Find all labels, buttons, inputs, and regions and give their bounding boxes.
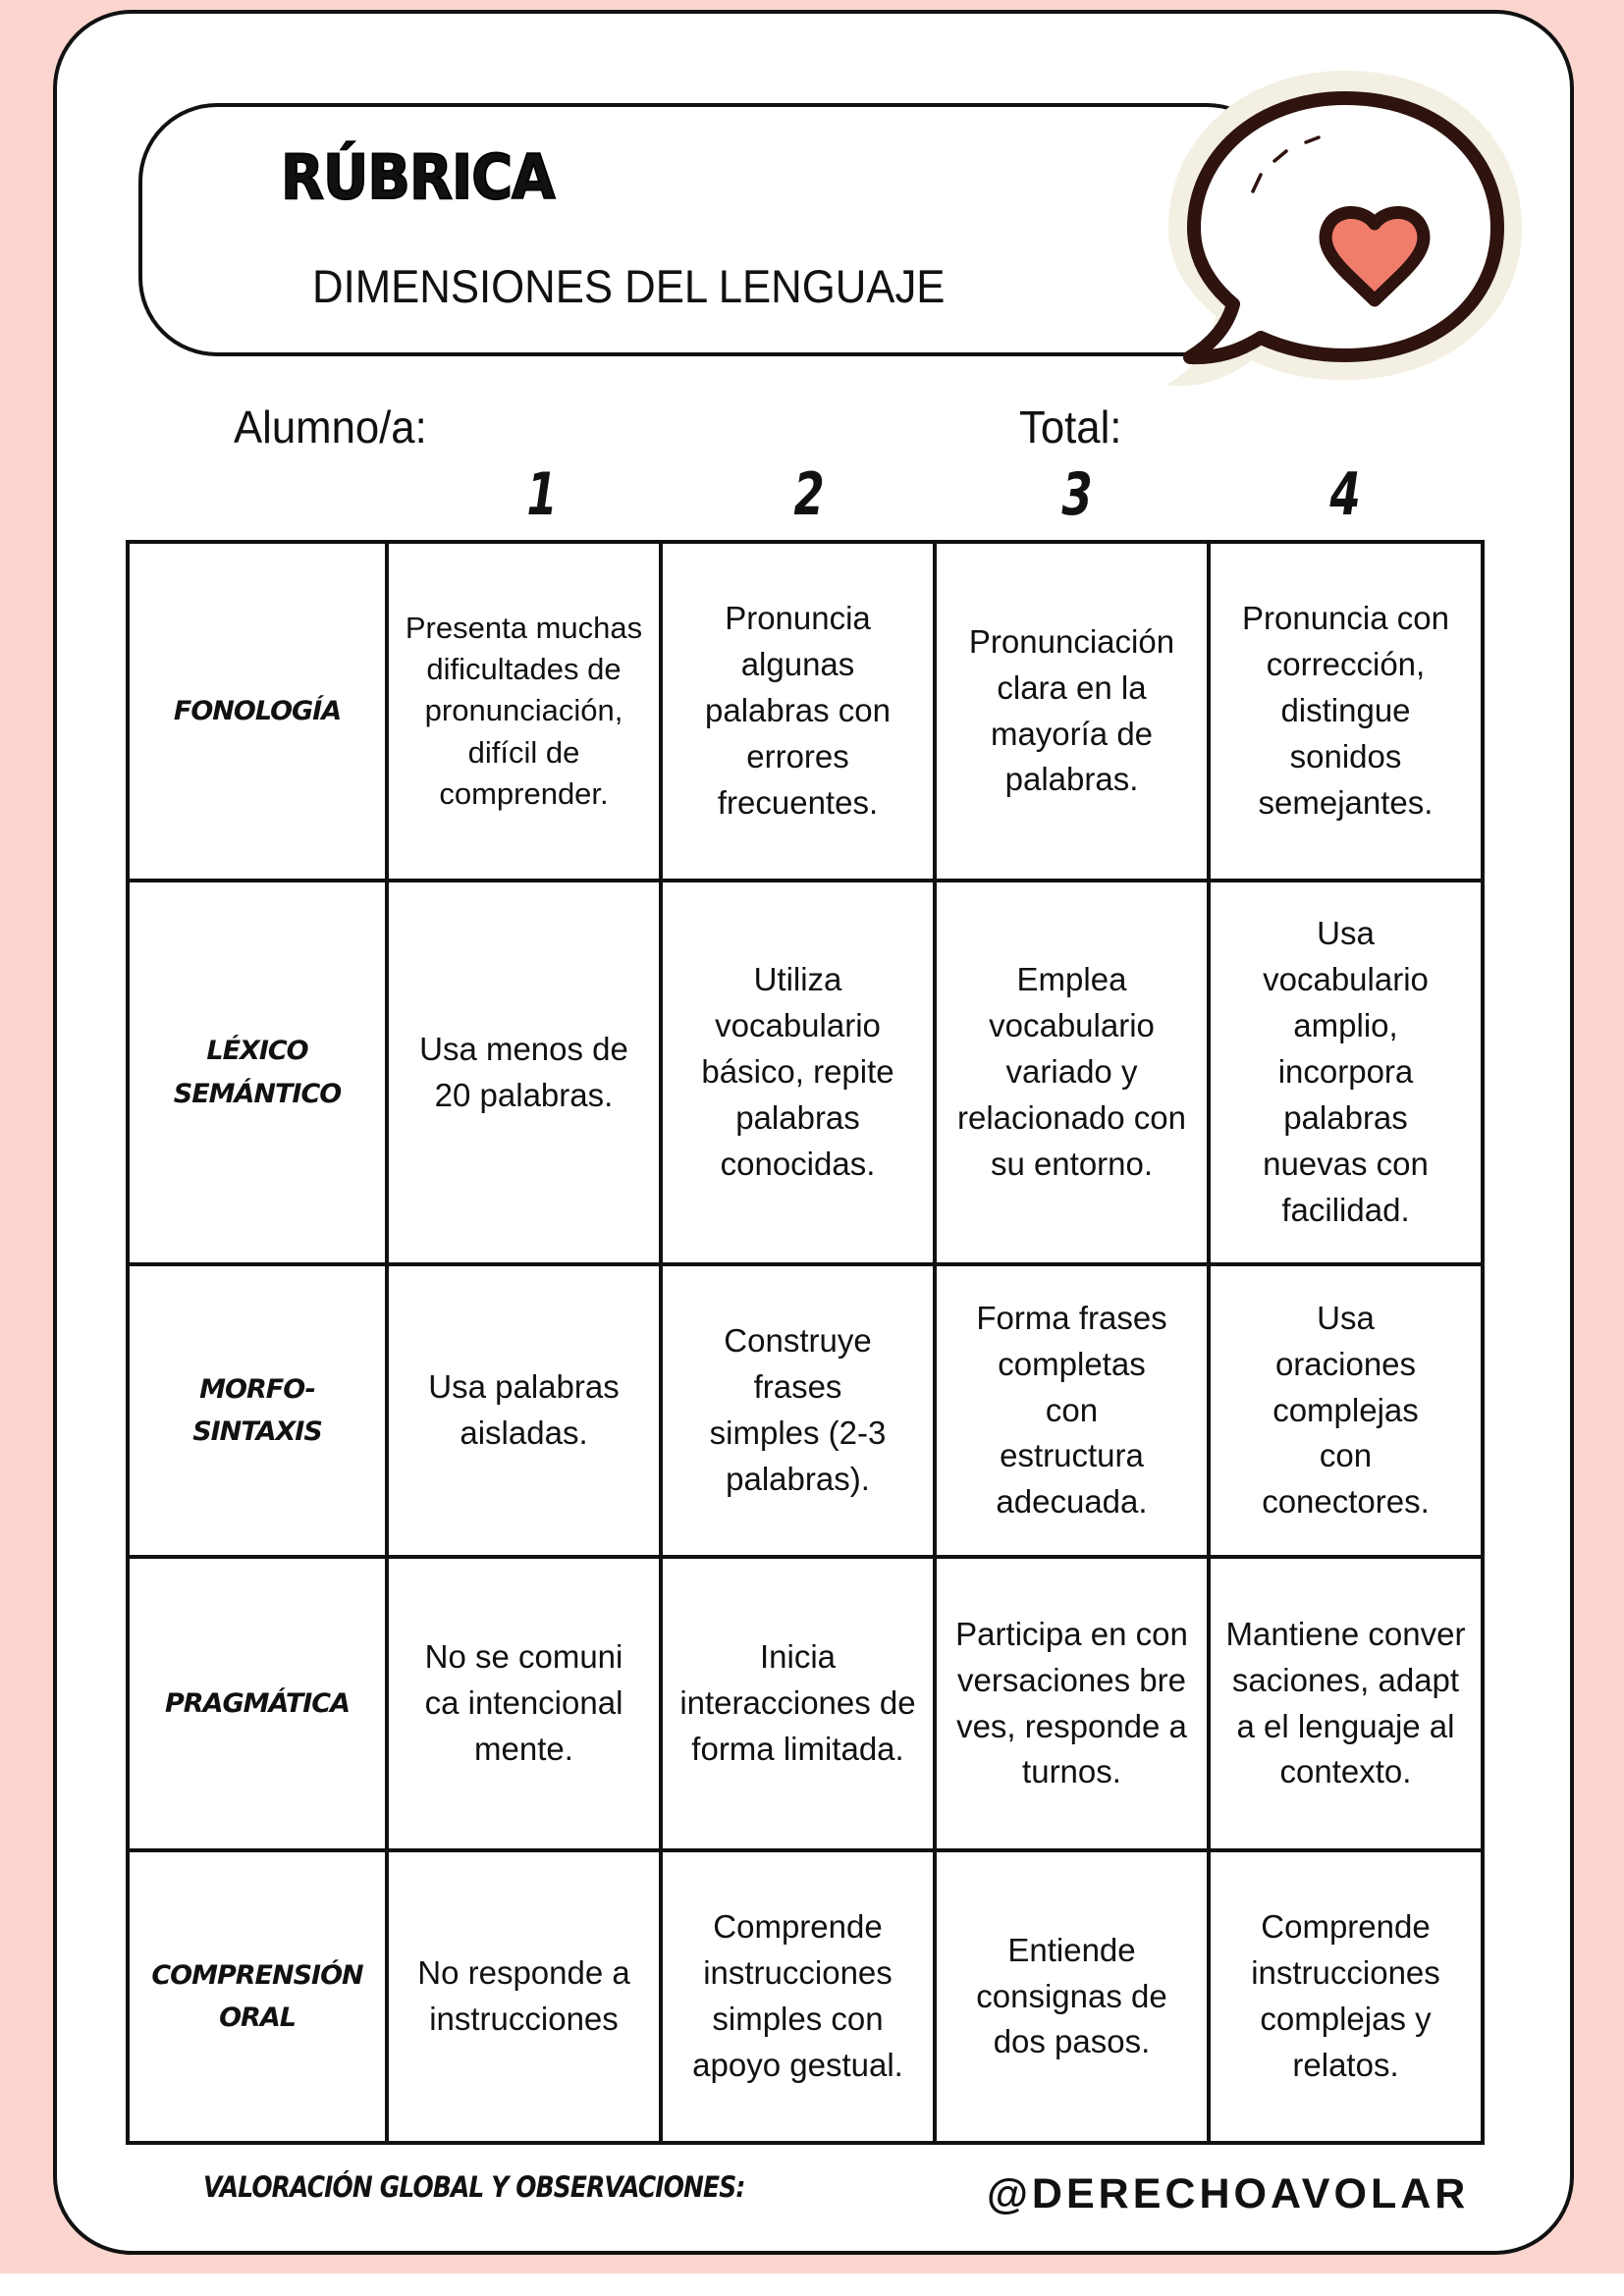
rubric-cell: Pronuncia con corrección, distingue sonidos semejantes. bbox=[1209, 542, 1483, 881]
rubric-cell: Inicia interacciones de forma limitada. bbox=[661, 1557, 935, 1850]
table-row bbox=[128, 881, 1483, 1264]
level-header-2: 2 bbox=[793, 460, 825, 529]
rubric-cell: Pronuncia algunas palabras con errores frecuentes. bbox=[661, 542, 935, 881]
dimension-label: FONOLOGÍA bbox=[128, 542, 387, 881]
rubric-cell: Usa vocabulario amplio, incorpora palabras nuevas con facilidad. bbox=[1209, 881, 1483, 1264]
rubric-cell: Comprende instrucciones simples con apoyo gestual. bbox=[661, 1850, 935, 2143]
rubric-cell: Presenta muchas dificultades de pronunciación, difícil de comprender. bbox=[387, 542, 661, 881]
total-label: Total: bbox=[1019, 401, 1122, 453]
dimension-label: LÉXICO SEMÁNTICO bbox=[128, 881, 387, 1264]
page-subtitle: DIMENSIONES DEL LENGUAJE bbox=[312, 260, 946, 312]
level-header-3: 3 bbox=[1061, 460, 1093, 529]
rubric-cell: Utiliza vocabulario básico, repite palabras conocidas. bbox=[661, 881, 935, 1264]
rubric-table bbox=[126, 540, 1485, 2145]
rubric-cell: Emplea vocabulario variado y relacionado con su entorno. bbox=[935, 881, 1209, 1264]
rubric-cell: Entiende consignas de dos pasos. bbox=[935, 1850, 1209, 2143]
rubric-cell: Usa palabras aisladas. bbox=[387, 1264, 661, 1557]
dimension-label: MORFO-SINTAXIS bbox=[128, 1264, 387, 1557]
rubric-cell: Participa en conversaciones breves, responde a turnos. bbox=[935, 1557, 1209, 1850]
page-title: RÚBRICA bbox=[281, 141, 555, 213]
rubric-cell: Mantiene conversaciones, adapta el lenguaje al contexto. bbox=[1209, 1557, 1483, 1850]
rubric-cell: Usa menos de 20 palabras. bbox=[387, 881, 661, 1264]
rubric-cell: Construye frases simples (2-3 palabras). bbox=[661, 1264, 935, 1557]
rubric-cell: Forma frases completas con estructura adecuada. bbox=[935, 1264, 1209, 1557]
rubric-cell: No responde a instrucciones bbox=[387, 1850, 661, 2143]
table-row bbox=[128, 1557, 1483, 1850]
rubric-cell: Pronunciación clara en la mayoría de palabras. bbox=[935, 542, 1209, 881]
speech-bubble-heart-icon bbox=[1159, 61, 1532, 395]
rubric-cell: No se comunica intencionalmente. bbox=[387, 1557, 661, 1850]
student-label: Alumno/a: bbox=[234, 401, 427, 453]
rubric-cell: Comprende instrucciones complejas y relatos. bbox=[1209, 1850, 1483, 2143]
dimension-label: COMPRENSIÓN ORAL bbox=[128, 1850, 387, 2143]
table-row bbox=[128, 1850, 1483, 2143]
table-row bbox=[128, 542, 1483, 881]
level-header-1: 1 bbox=[526, 460, 558, 529]
observations-label: VALORACIÓN GLOBAL Y OBSERVACIONES: bbox=[203, 2170, 745, 2204]
dimension-label: PRAGMÁTICA bbox=[128, 1557, 387, 1850]
table-row bbox=[128, 1264, 1483, 1557]
brand-handle: @DERECHOAVOLAR bbox=[987, 2170, 1470, 2217]
rubric-cell: Usa oraciones complejas con conectores. bbox=[1209, 1264, 1483, 1557]
level-header-4: 4 bbox=[1329, 460, 1361, 529]
